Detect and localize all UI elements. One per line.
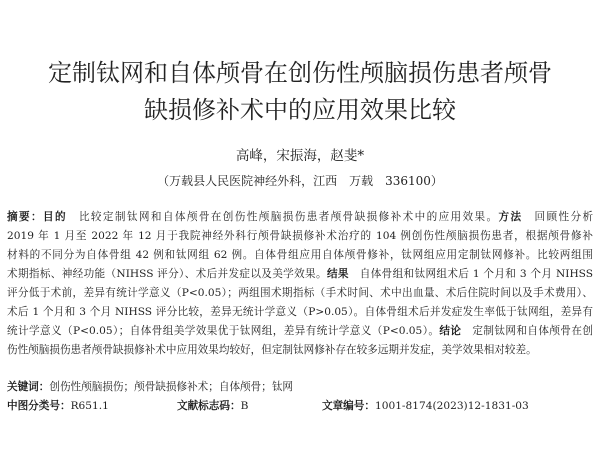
abstract-label: 摘要：	[7, 211, 43, 223]
abstract-text: 自体骨组和钛网组术后 1 个月和 3 个月 NIHSS	[348, 268, 593, 280]
abstract-text: 术后 1 个月和 3 个月 NIHSS 评分比较，差异无统计学意义（P>0.05）。自体骨组术后并发症发生率低于钛网组，差异有	[7, 306, 593, 318]
abstract-text: 回顾性分析	[522, 211, 593, 223]
abstract-line	[7, 284, 593, 303]
paper-title-line-1: 定制钛网和自体颅骨在创伤性颅脑损伤患者颅骨	[48, 59, 552, 87]
abstract-section-heading: 结果	[326, 268, 349, 280]
article-number-value: 1001-8174(2023)12-1831-03	[374, 400, 529, 412]
abstract-section-heading: 结论	[439, 325, 462, 337]
abstract-text: 统计学意义（P<0.05）；自体骨组美学效果优于钛网组，差异有统计学意义（P<0.05）。	[7, 325, 440, 337]
clc-number	[7, 398, 109, 414]
abstract-line	[7, 303, 593, 322]
keywords-text: 创伤性颅脑损伤；颅骨缺损修补术；自体颅骨；钛网	[49, 381, 294, 393]
author-list: 高峰，宋振海，赵斐*	[235, 148, 365, 164]
abstract-section-heading: 方法	[498, 211, 523, 223]
abstract-line	[7, 341, 593, 360]
document-code	[177, 398, 248, 414]
clc-value: R651.1	[70, 400, 109, 412]
abstract-text: 材料的不同分为自体骨组 42 例和钛网组 62 例。自体骨组应用自体颅骨修补，钛网组应用定制钛网修补。比较两组围	[7, 249, 593, 261]
abstract-section-heading: 目的	[42, 211, 67, 223]
abstract-line	[7, 227, 593, 246]
abstract-line	[7, 246, 593, 265]
abstract-text: 定制钛网和自体颅骨在创	[461, 325, 593, 337]
abstract-line	[7, 265, 593, 284]
keywords-label: 关键词：	[7, 381, 50, 393]
abstract-text: 2019 年 1 月至 2022 年 12 月于我院神经外科行颅骨缺损修补术治疗的 104 例创伤性颅脑损伤患者，根据颅骨修补	[7, 230, 593, 242]
abstract-line	[7, 322, 593, 341]
abstract-block	[7, 208, 593, 360]
document-code-label: 文献标志码：	[177, 400, 241, 412]
paper-title-line-2: 缺损修补术中的应用效果比较	[144, 96, 456, 124]
abstract-line	[7, 208, 593, 227]
author-affiliation: （万载县人民医院神经外科，江西 万载 336100）	[157, 174, 443, 188]
abstract-text: 比较定制钛网和自体颅骨在创伤性颅脑损伤患者颅骨缺损修补术中的应用效果。	[66, 211, 499, 223]
abstract-text: 评分低于术前，差异有统计学意义（P<0.05）；两组围术期指标（手术时间、术中出血量、术后住院时间以及手术费用）、	[7, 287, 593, 299]
clc-label: 中图分类号：	[7, 400, 71, 412]
abstract-text: 伤性颅脑损伤患者颅骨缺损修补术中应用效果均较好，但定制钛网修补存在较多远期并发症，美学效果相对较差。	[7, 344, 537, 356]
document-code-value: B	[240, 400, 249, 412]
keywords-line	[7, 379, 593, 395]
article-number	[322, 398, 529, 414]
abstract-text: 术期指标、神经功能（NIHSS 评分）、术后并发症以及美学效果。	[7, 268, 327, 280]
article-number-label: 文章编号：	[322, 400, 375, 412]
